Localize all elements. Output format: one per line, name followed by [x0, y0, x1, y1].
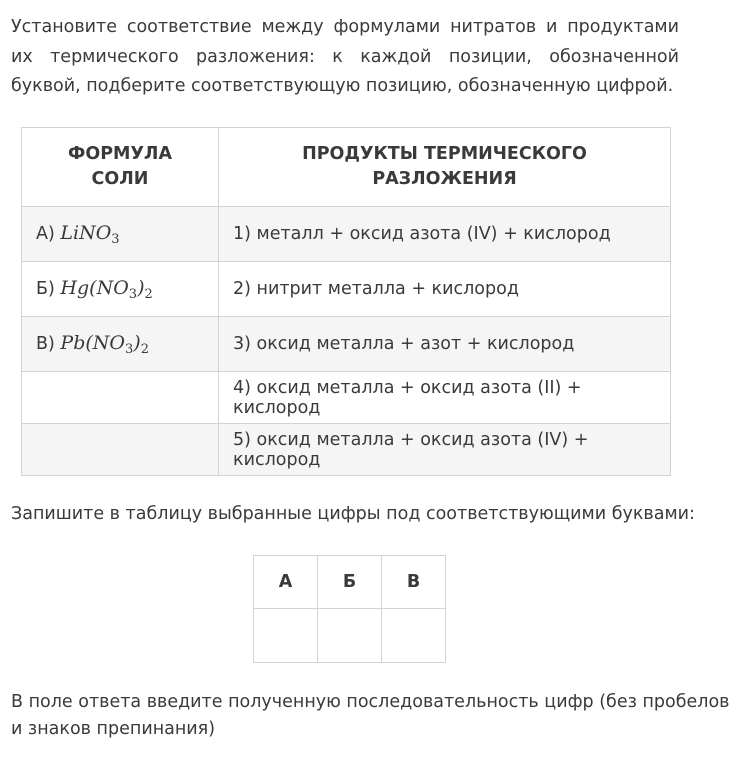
formula-main: Hg(NO	[60, 276, 129, 299]
formula-expression	[60, 221, 120, 247]
product-cell-5: 5) оксид металла + оксид азота (IV) + кислород	[219, 424, 671, 476]
matching-table-header-row	[22, 128, 671, 207]
formula-header-line2: СОЛИ	[91, 169, 149, 189]
product-cell-1: 1) металл + оксид азота (IV) + кислород	[219, 207, 671, 262]
formula-cell-b	[22, 262, 219, 317]
formula-expression	[60, 331, 149, 357]
formula-tail: )	[137, 276, 145, 299]
answer-prompt: Запишите в таблицу выбранные цифры под соответствующими буквами:	[11, 504, 695, 524]
product-cell-4: 4) оксид металла + оксид азота (II) + кислород	[219, 372, 671, 424]
formula-subscript: 2	[140, 341, 149, 357]
formula-cell-empty	[22, 372, 219, 424]
formula-cell-v	[22, 317, 219, 372]
answer-cell-a[interactable]	[254, 609, 318, 663]
formula-subscript: 3	[124, 341, 134, 357]
formula-letter: В)	[36, 333, 55, 354]
answer-cell-v[interactable]	[382, 609, 446, 663]
formula-cell-a	[22, 207, 219, 262]
formula-subscript: 3	[128, 286, 138, 302]
formula-subscript: 2	[144, 286, 153, 302]
table-row	[22, 317, 671, 372]
answer-header-a: А	[254, 556, 318, 609]
task-intro: Установите соответствие между формулами нитратов и продуктами их термического разложения: к каждой позиции, обозначенной буквой, подберите соответствующую позицию, обозначенную цифрой.	[11, 17, 679, 96]
answer-header-row	[254, 556, 446, 609]
answer-cell-b[interactable]	[318, 609, 382, 663]
formula-cell-empty	[22, 424, 219, 476]
answer-table	[253, 555, 446, 663]
matching-table	[21, 127, 671, 476]
table-row	[22, 207, 671, 262]
formula-subscript: 3	[111, 231, 120, 247]
answer-instruction: В поле ответа введите полученную последовательность цифр (без пробелов и знаков препинания)	[11, 692, 730, 739]
table-row	[22, 372, 671, 424]
products-header-line2: РАЗЛОЖЕНИЯ	[372, 169, 517, 189]
table-row	[22, 424, 671, 476]
products-column-header	[219, 128, 671, 207]
formula-header-line1: ФОРМУЛА	[67, 144, 173, 164]
formula-letter: А)	[36, 223, 55, 244]
formula-expression	[60, 276, 153, 302]
answer-value-row	[254, 609, 446, 663]
answer-header-v: В	[382, 556, 446, 609]
answer-header-b: Б	[318, 556, 382, 609]
formula-main: LiNO	[60, 221, 112, 244]
formula-main: Pb(NO	[60, 331, 125, 354]
product-cell-2: 2) нитрит металла + кислород	[219, 262, 671, 317]
products-header-line1: ПРОДУКТЫ ТЕРМИЧЕСКОГО	[302, 144, 587, 164]
formula-tail: )	[133, 331, 141, 354]
product-cell-3: 3) оксид металла + азот + кислород	[219, 317, 671, 372]
table-row	[22, 262, 671, 317]
formula-letter: Б)	[36, 278, 55, 299]
formula-column-header	[22, 128, 219, 207]
